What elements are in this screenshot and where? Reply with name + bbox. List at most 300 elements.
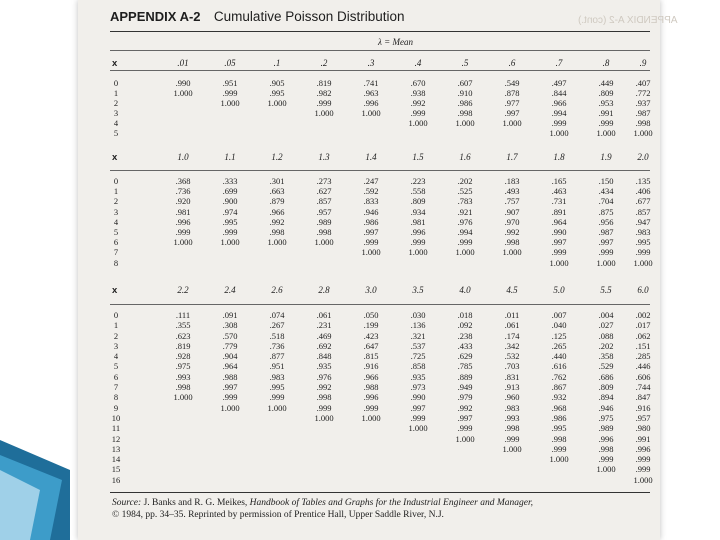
cell-value: .847: [635, 392, 651, 403]
cell-value: .997: [222, 382, 238, 393]
cell-value: .999: [551, 443, 567, 454]
cell-value: 1.000: [220, 98, 240, 108]
cell-value: .921: [457, 206, 473, 217]
cell-value: .988: [363, 382, 379, 393]
probability-column: [354, 176, 388, 258]
appendix-label: APPENDIX A-2: [110, 9, 201, 24]
source-prefix: Source:: [112, 498, 142, 508]
cell-value: .040: [551, 320, 567, 331]
cell-value: .627: [316, 186, 332, 197]
cell-value: 1.000: [596, 257, 616, 268]
cell-value: .165: [551, 176, 567, 186]
cell-value: 1.000: [549, 257, 569, 268]
cell-value: .999: [222, 88, 238, 98]
cell-value: .606: [635, 371, 651, 382]
cell-value: .493: [504, 186, 520, 197]
cell-value: .992: [457, 402, 473, 413]
cell-value: 1.000: [502, 443, 522, 454]
cell-value: 1.000: [267, 237, 287, 248]
cell-value: .980: [635, 423, 651, 434]
cell-value: .273: [316, 176, 332, 186]
cell-value: .946: [598, 402, 614, 413]
cell-value: .050: [363, 310, 379, 320]
mean-header: .7: [555, 58, 563, 68]
cell-value: .998: [504, 423, 520, 434]
mean-header: .9: [639, 58, 647, 68]
cell-value: .011: [504, 310, 520, 320]
cell-value: .910: [457, 88, 473, 98]
cell-value: 1.000: [408, 423, 428, 434]
cell-value: .999: [410, 237, 426, 248]
cell-value: .407: [635, 78, 651, 88]
cell-value: .699: [222, 186, 238, 197]
cell-value: .151: [635, 340, 651, 351]
cell-value: .928: [175, 351, 191, 362]
source-authors: J. Banks and R. G. Meikes,: [141, 498, 250, 508]
cell-value: .549: [504, 78, 520, 88]
cell-value: .999: [598, 118, 614, 128]
cell-value: .996: [410, 226, 426, 237]
cell-value: .785: [457, 361, 473, 372]
mean-header: 3.5: [412, 285, 424, 295]
cell-value: .570: [222, 330, 238, 341]
cell-value: .809: [598, 382, 614, 393]
x-value: 3: [113, 340, 119, 351]
cell-value: .074: [269, 310, 285, 320]
cell-value: .999: [410, 412, 426, 423]
x-value: 0: [113, 176, 119, 186]
x-header: x: [112, 58, 118, 69]
mean-header: 4.0: [459, 285, 471, 295]
cell-value: .991: [635, 433, 651, 444]
cell-value: .007: [551, 310, 567, 320]
cell-value: .999: [316, 98, 332, 108]
cell-value: .973: [410, 382, 426, 393]
cell-value: 1.000: [502, 247, 522, 258]
source-note: [112, 497, 533, 521]
cell-value: 1.000: [633, 257, 653, 268]
x-value: 12: [111, 433, 121, 444]
cell-value: .002: [635, 310, 651, 320]
mean-header: 1.0: [177, 152, 189, 162]
cell-value: .995: [269, 382, 285, 393]
x-value: 6: [113, 371, 119, 382]
mean-header: 2.6: [271, 285, 283, 295]
cell-value: .947: [635, 216, 651, 227]
x-value: 10: [111, 412, 121, 423]
cell-value: .762: [551, 371, 567, 382]
cell-value: .238: [457, 330, 473, 341]
cell-value: 1.000: [220, 237, 240, 248]
mean-header: 6.0: [637, 285, 649, 295]
cell-value: .998: [316, 226, 332, 237]
cell-value: .999: [457, 237, 473, 248]
cell-value: .809: [598, 88, 614, 98]
probability-column: [589, 78, 623, 138]
cell-value: .703: [504, 361, 520, 372]
mean-header: .5: [461, 58, 469, 68]
mean-header: .3: [367, 58, 375, 68]
cell-value: .757: [504, 196, 520, 207]
cell-value: .061: [504, 320, 520, 331]
mean-header: 3.0: [365, 285, 377, 295]
cell-value: 1.000: [455, 433, 475, 444]
probability-column: [626, 78, 660, 138]
cell-value: .558: [410, 186, 426, 197]
cell-value: .285: [635, 351, 651, 362]
cell-value: .986: [457, 98, 473, 108]
cell-value: .935: [316, 361, 332, 372]
x-value: 3: [113, 206, 119, 217]
probability-column: [354, 310, 388, 423]
cell-value: .937: [635, 98, 651, 108]
mean-label: λ = Mean: [378, 37, 413, 47]
cell-value: .982: [316, 88, 332, 98]
probability-column: [213, 310, 247, 413]
cell-value: .891: [551, 206, 567, 217]
cell-value: 1.000: [408, 247, 428, 258]
cell-value: .981: [175, 206, 191, 217]
cell-value: .061: [316, 310, 332, 320]
cell-value: .857: [635, 206, 651, 217]
cell-value: .670: [410, 78, 426, 88]
cell-value: .998: [635, 118, 651, 128]
cell-value: .900: [222, 196, 238, 207]
top-rule: [110, 31, 650, 32]
cell-value: .998: [457, 108, 473, 118]
x-value: 4: [113, 118, 119, 128]
cell-value: .999: [635, 247, 651, 258]
cell-value: .938: [410, 88, 426, 98]
cell-value: .518: [269, 330, 285, 341]
mean-header: 1.1: [224, 152, 236, 162]
cell-value: .932: [551, 392, 567, 403]
cell-value: .018: [457, 310, 473, 320]
cell-value: .406: [635, 186, 651, 197]
x-value: 7: [113, 382, 119, 393]
cell-value: .532: [504, 351, 520, 362]
cell-value: .030: [410, 310, 426, 320]
cell-value: .091: [222, 310, 238, 320]
cell-value: .663: [269, 186, 285, 197]
cell-value: 1.000: [361, 108, 381, 118]
cell-value: .529: [598, 361, 614, 372]
cell-value: .996: [635, 443, 651, 454]
cell-value: .497: [551, 78, 567, 88]
cell-value: .999: [363, 237, 379, 248]
cell-value: 1.000: [455, 118, 475, 128]
cell-value: .989: [598, 423, 614, 434]
cell-value: .995: [551, 423, 567, 434]
cell-value: .946: [363, 206, 379, 217]
cell-value: .027: [598, 320, 614, 331]
scanned-page: [78, 0, 678, 540]
cell-value: .879: [269, 196, 285, 207]
cell-value: .935: [410, 371, 426, 382]
section-rule: [110, 170, 650, 171]
cell-value: .247: [363, 176, 379, 186]
cell-value: .999: [175, 226, 191, 237]
cell-value: .741: [363, 78, 379, 88]
cell-value: 1.000: [361, 412, 381, 423]
cell-value: .692: [316, 340, 332, 351]
cell-value: 1.000: [173, 88, 193, 98]
x-value: 1: [113, 88, 119, 98]
x-value: 0: [113, 78, 119, 88]
cell-value: .999: [222, 226, 238, 237]
cell-value: 1.000: [596, 128, 616, 138]
cell-value: .629: [457, 351, 473, 362]
cell-value: 1.000: [549, 454, 569, 465]
cell-value: .951: [269, 361, 285, 372]
cell-value: .966: [363, 371, 379, 382]
cell-value: 1.000: [408, 118, 428, 128]
cell-value: .607: [457, 78, 473, 88]
cell-value: .725: [410, 351, 426, 362]
x-value: 2: [113, 196, 119, 207]
cell-value: 1.000: [220, 402, 240, 413]
probability-column: [448, 310, 482, 444]
section-rule: [110, 70, 650, 71]
cell-value: .135: [635, 176, 651, 186]
x-value: 16: [111, 474, 121, 485]
probability-column: [260, 310, 294, 413]
cell-value: 1.000: [173, 237, 193, 248]
cell-value: .894: [598, 392, 614, 403]
cell-value: .174: [504, 330, 520, 341]
cell-value: .995: [222, 216, 238, 227]
cell-value: .857: [316, 196, 332, 207]
cell-value: .979: [457, 392, 473, 403]
cell-value: .999: [363, 402, 379, 413]
mean-header: 2.2: [177, 285, 189, 295]
probability-column: [213, 78, 247, 108]
probability-column: [401, 78, 435, 128]
probability-column: [166, 176, 200, 247]
x-header: x: [112, 285, 118, 296]
cell-value: .999: [551, 247, 567, 258]
bottom-rule: [110, 492, 650, 493]
cell-value: .999: [316, 402, 332, 413]
cell-value: .992: [504, 226, 520, 237]
cell-value: 1.000: [633, 128, 653, 138]
decorative-slide-shapes: [0, 0, 80, 540]
cell-value: .469: [316, 330, 332, 341]
cell-value: .964: [222, 361, 238, 372]
cell-value: .999: [504, 433, 520, 444]
cell-value: .991: [598, 108, 614, 118]
cell-value: .736: [175, 186, 191, 197]
cell-value: .999: [269, 392, 285, 403]
probability-column: [626, 176, 660, 268]
cell-value: .951: [222, 78, 238, 88]
cell-value: 1.000: [314, 412, 334, 423]
mean-header: .05: [224, 58, 236, 68]
x-value: 15: [111, 464, 121, 475]
probability-column: [260, 78, 294, 108]
page-title: [110, 9, 405, 25]
cell-value: .975: [598, 412, 614, 423]
cell-value: .088: [598, 330, 614, 341]
cell-value: .368: [175, 176, 191, 186]
cell-value: 1.000: [267, 402, 287, 413]
cell-value: .996: [598, 433, 614, 444]
cell-value: .423: [363, 330, 379, 341]
mean-header: .8: [602, 58, 610, 68]
cell-value: .183: [504, 176, 520, 186]
cell-value: .062: [635, 330, 651, 341]
cell-value: .875: [598, 206, 614, 217]
source-book: Handbook of Tables and Graphs for the Industrial Engineer and Manager,: [249, 498, 533, 508]
x-value: 4: [113, 216, 119, 227]
cell-value: 1.000: [361, 247, 381, 258]
mean-rule: [110, 50, 650, 51]
mean-header: 2.0: [637, 152, 649, 162]
x-value: 0: [113, 310, 119, 320]
cell-value: .998: [175, 382, 191, 393]
probability-column: [448, 176, 482, 258]
x-values-column: [110, 78, 122, 138]
table-title: Cumulative Poisson Distribution: [213, 9, 405, 24]
cell-value: .848: [316, 351, 332, 362]
cell-value: .686: [598, 371, 614, 382]
cell-value: .779: [222, 340, 238, 351]
cell-value: .616: [551, 361, 567, 372]
cell-value: .992: [269, 216, 285, 227]
cell-value: .997: [410, 402, 426, 413]
cell-value: .905: [269, 78, 285, 88]
cell-value: .223: [410, 176, 426, 186]
mean-header: 1.6: [459, 152, 471, 162]
cell-value: .983: [269, 371, 285, 382]
cell-value: .809: [410, 196, 426, 207]
cell-value: .970: [504, 216, 520, 227]
cell-value: .537: [410, 340, 426, 351]
mean-header: 2.4: [224, 285, 236, 295]
cell-value: .772: [635, 88, 651, 98]
cell-value: .968: [551, 402, 567, 413]
probability-column: [401, 310, 435, 434]
cell-value: .744: [635, 382, 651, 393]
cell-value: .999: [598, 454, 614, 465]
cell-value: .004: [598, 310, 614, 320]
x-value: 9: [113, 402, 119, 413]
probability-column: [307, 176, 341, 247]
section-rule: [110, 304, 650, 305]
cell-value: .125: [551, 330, 567, 341]
cell-value: 1.000: [633, 474, 653, 485]
x-value: 8: [113, 257, 119, 268]
cell-value: .974: [222, 206, 238, 217]
cell-value: .934: [410, 206, 426, 217]
probability-column: [307, 310, 341, 423]
cell-value: .999: [222, 392, 238, 403]
cell-value: .998: [551, 433, 567, 444]
source-line-1: [112, 497, 533, 509]
probability-column: [401, 176, 435, 258]
cell-value: 1.000: [314, 237, 334, 248]
cell-value: .981: [410, 216, 426, 227]
probability-column: [542, 310, 576, 464]
cell-value: .092: [457, 320, 473, 331]
x-values-column: [110, 310, 122, 485]
cell-value: .994: [551, 108, 567, 118]
mean-header: 2.8: [318, 285, 330, 295]
cell-value: .999: [635, 464, 651, 475]
x-value: 1: [113, 186, 119, 197]
x-values-column: [110, 176, 122, 268]
cell-value: .463: [551, 186, 567, 197]
x-value: 11: [111, 423, 121, 434]
cell-value: .956: [598, 216, 614, 227]
cell-value: .150: [598, 176, 614, 186]
cell-value: .647: [363, 340, 379, 351]
cell-value: .995: [635, 237, 651, 248]
cell-value: .815: [363, 351, 379, 362]
cell-value: .736: [269, 340, 285, 351]
cell-value: .202: [598, 340, 614, 351]
probability-column: [626, 310, 660, 485]
cell-value: .433: [457, 340, 473, 351]
cell-value: .997: [504, 108, 520, 118]
cell-value: .999: [598, 247, 614, 258]
probability-column: [166, 78, 200, 98]
cell-value: .301: [269, 176, 285, 186]
cell-value: 1.000: [455, 247, 475, 258]
x-value: 5: [113, 128, 119, 138]
x-value: 1: [113, 320, 119, 331]
probability-column: [448, 78, 482, 128]
cell-value: .990: [410, 392, 426, 403]
x-value: 8: [113, 392, 119, 403]
cell-value: .889: [457, 371, 473, 382]
cell-value: .831: [504, 371, 520, 382]
cell-value: .987: [598, 226, 614, 237]
mean-header: .2: [320, 58, 328, 68]
x-header: x: [112, 152, 118, 163]
cell-value: .998: [316, 392, 332, 403]
cell-value: .963: [363, 88, 379, 98]
probability-column: [213, 176, 247, 247]
cell-value: .833: [363, 196, 379, 207]
cell-value: .913: [504, 382, 520, 393]
probability-column: [542, 78, 576, 138]
cell-value: .986: [363, 216, 379, 227]
cell-value: .996: [363, 392, 379, 403]
cell-value: .704: [598, 196, 614, 207]
cell-value: .987: [635, 108, 651, 118]
probability-column: [354, 78, 388, 118]
cell-value: .993: [175, 371, 191, 382]
cell-value: .975: [175, 361, 191, 372]
cell-value: .920: [175, 196, 191, 207]
cell-value: .592: [363, 186, 379, 197]
mean-header: 4.5: [506, 285, 518, 295]
mean-header: 1.8: [553, 152, 565, 162]
cell-value: .957: [635, 412, 651, 423]
cell-value: .994: [457, 226, 473, 237]
probability-column: [495, 176, 529, 258]
x-value: 7: [113, 247, 119, 258]
cell-value: .202: [457, 176, 473, 186]
mean-header: 1.5: [412, 152, 424, 162]
mean-header: 1.4: [365, 152, 377, 162]
cell-value: .308: [222, 320, 238, 331]
cell-value: .997: [457, 412, 473, 423]
cell-value: .990: [551, 226, 567, 237]
x-value: 5: [113, 226, 119, 237]
cell-value: 1.000: [549, 128, 569, 138]
